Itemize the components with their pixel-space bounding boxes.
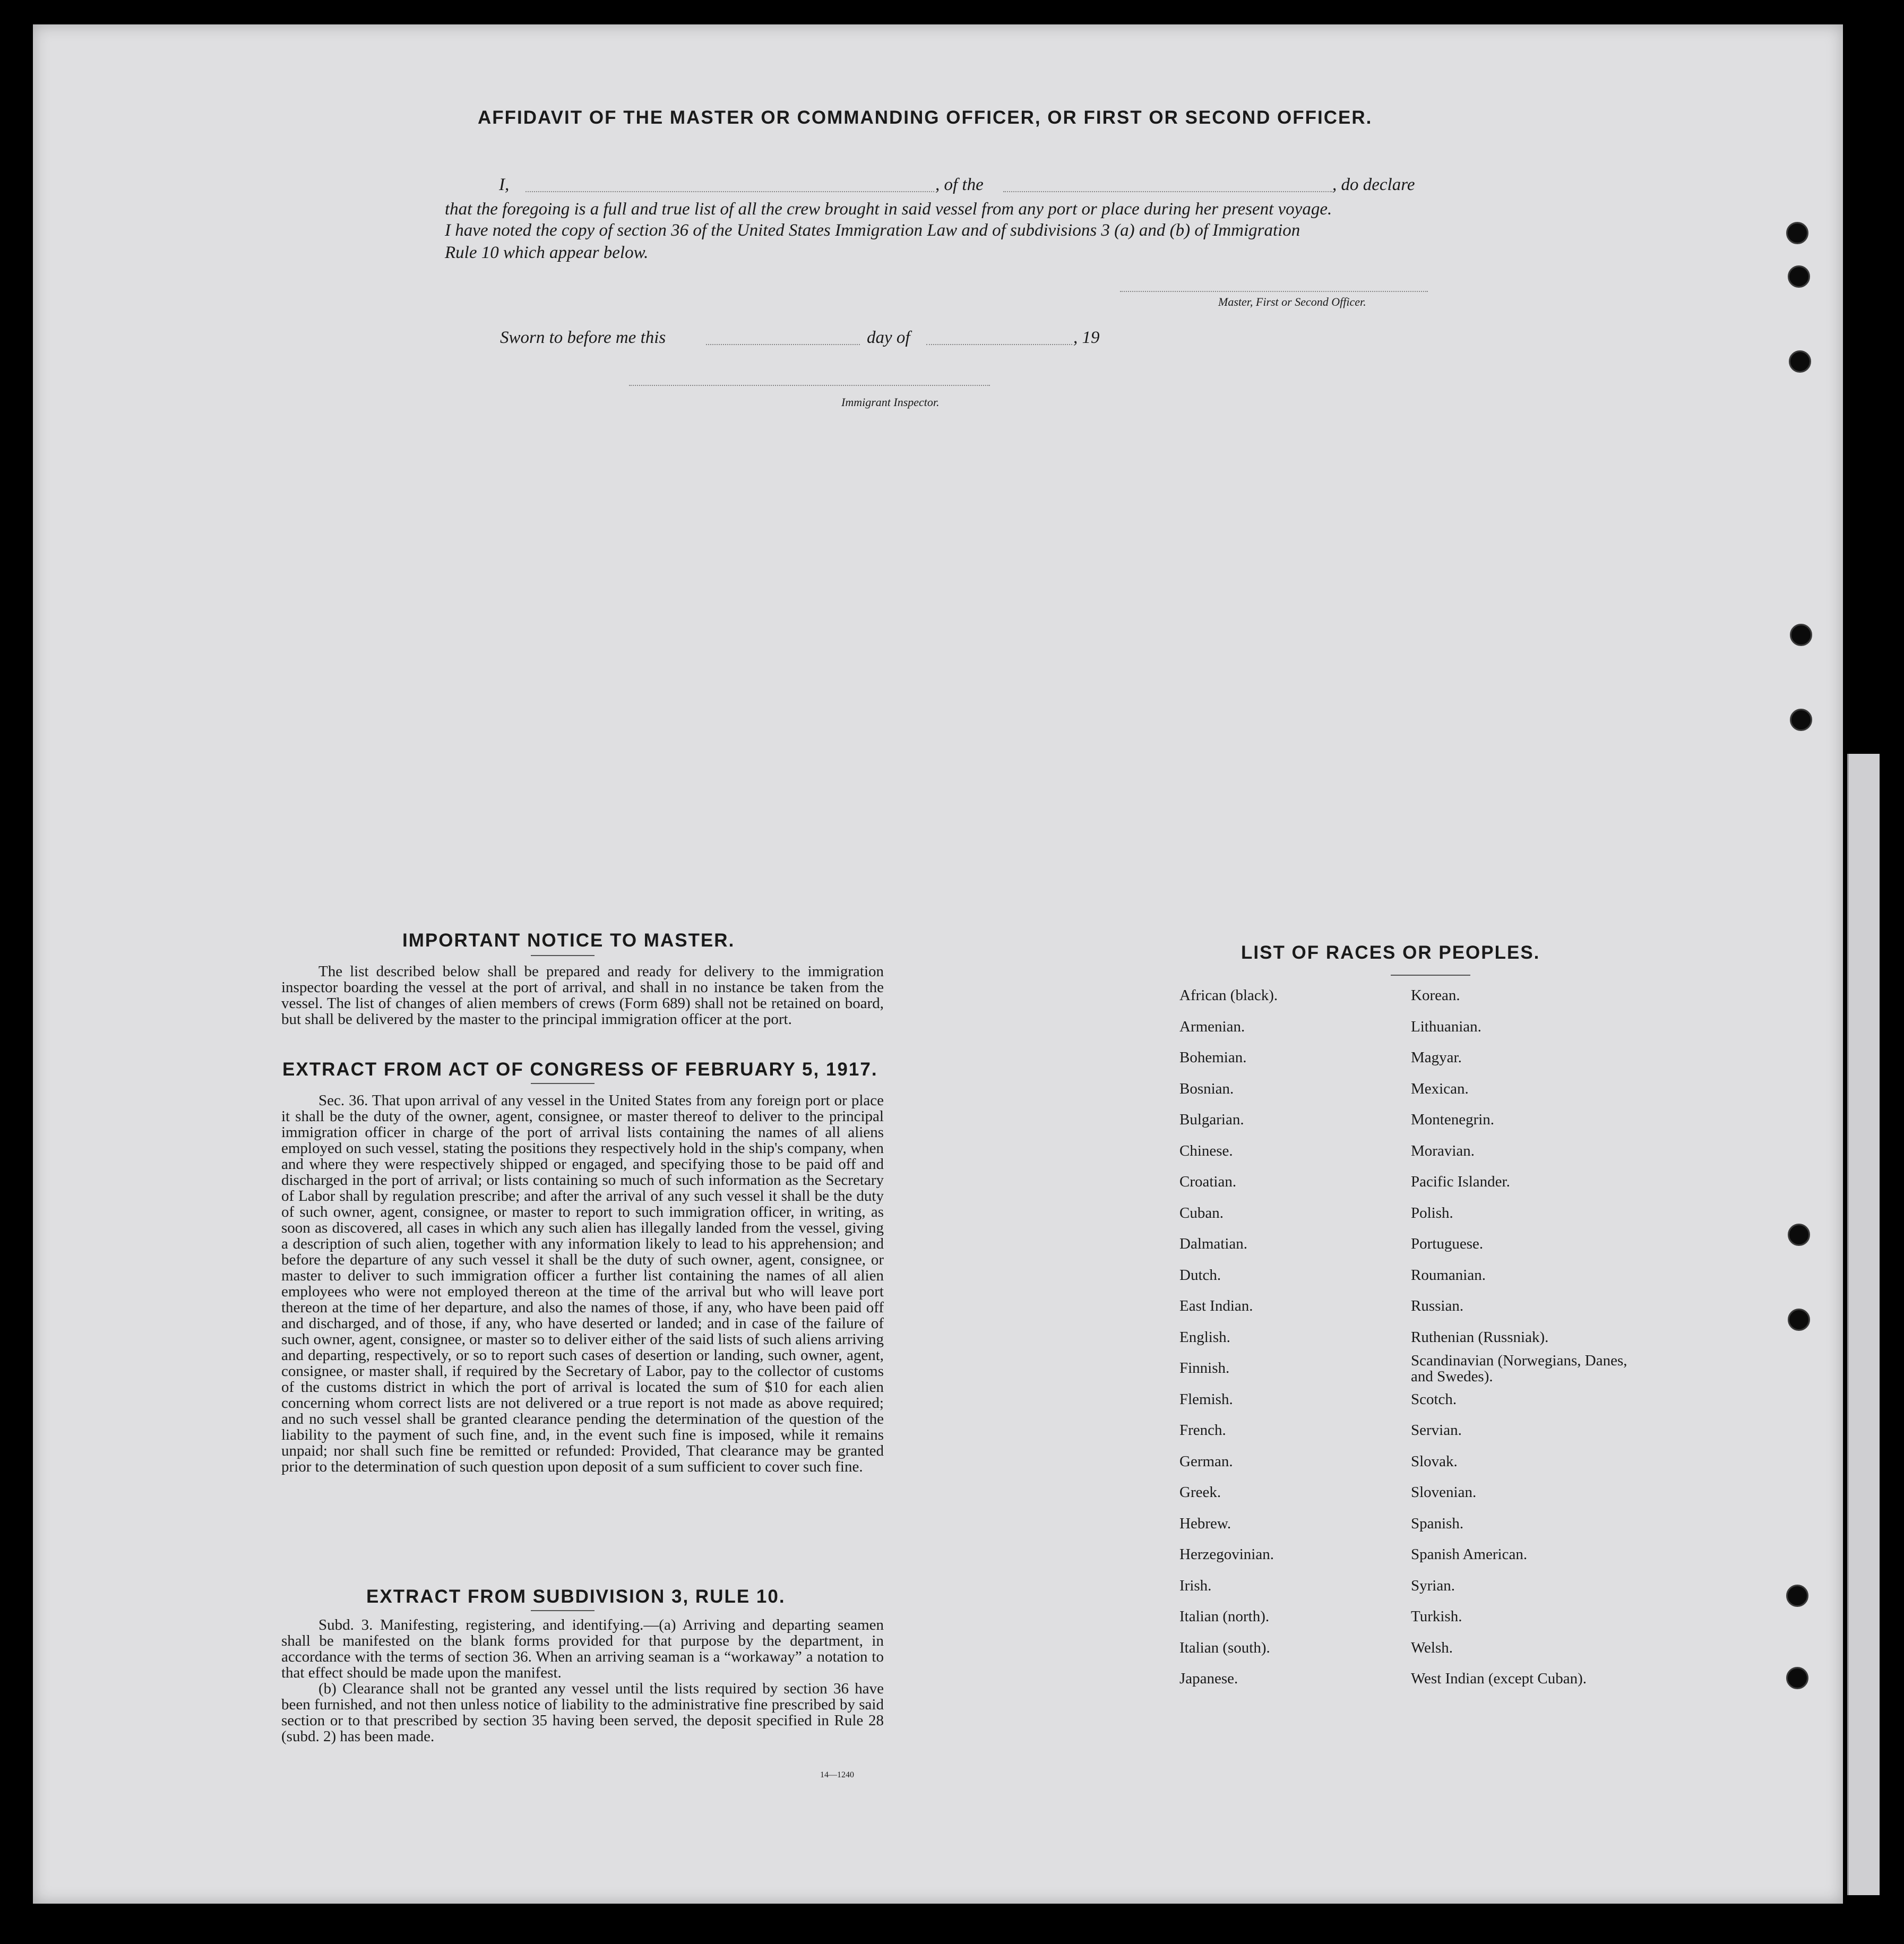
affidavit-i: I, <box>499 175 510 194</box>
name-blank <box>525 191 934 192</box>
master-signature-label: Master, First or Second Officer. <box>1218 295 1366 308</box>
race-item: Croatian. <box>1179 1173 1237 1190</box>
punch-hole <box>1788 1309 1810 1331</box>
race-item: Servian. <box>1411 1422 1462 1439</box>
affidavit-line2: that the foregoing is a full and true list of all the crew brought in said vessel from any port or place during her present voyage. <box>445 200 1332 219</box>
notice-title: IMPORTANT NOTICE TO MASTER. <box>402 930 735 951</box>
inspector-signature-line <box>629 385 990 386</box>
punch-hole <box>1790 624 1812 646</box>
races-title: LIST OF RACES OR PEOPLES. <box>1241 942 1540 963</box>
race-item: Montenegrin. <box>1411 1111 1495 1128</box>
race-item: Herzegovinian. <box>1179 1546 1274 1563</box>
race-item: Greek. <box>1179 1484 1221 1501</box>
race-item: Bulgarian. <box>1179 1111 1244 1128</box>
races-column-2 <box>1411 987 1634 1702</box>
rule-text <box>281 1617 884 1744</box>
race-item: Magyar. <box>1411 1049 1462 1066</box>
race-item: Chinese. <box>1179 1142 1233 1159</box>
inspector-signature-label: Immigrant Inspector. <box>841 395 940 409</box>
notice-paragraph: The list described below shall be prepared and ready for delivery to the immigration inspector boarding the vessel at the port of arrival, and shall in no instance be taken from the vessel. The list of changes of alien members of crews (Form 689) shall not be retained on board, but shall be delivered by the master to the principal immigration officer at the port. <box>281 963 884 1028</box>
race-item: Flemish. <box>1179 1390 1233 1408</box>
race-item: Scandinavian (Norwegians, Danes, and Swedes). <box>1411 1352 1627 1385</box>
race-item: German. <box>1179 1452 1233 1470</box>
day-of-text: day of <box>867 328 910 347</box>
race-item: Russian. <box>1411 1297 1464 1314</box>
race-item: East Indian. <box>1179 1297 1253 1314</box>
punch-hole <box>1786 1585 1808 1607</box>
race-item: Pacific Islander. <box>1411 1173 1510 1190</box>
act-rule <box>531 1083 595 1084</box>
race-item: Scotch. <box>1411 1390 1457 1408</box>
year-text: , 19 <box>1073 328 1100 347</box>
rule-title: EXTRACT FROM SUBDIVISION 3, RULE 10. <box>366 1586 786 1607</box>
race-item: Italian (south). <box>1179 1639 1270 1656</box>
vessel-blank <box>1003 191 1332 192</box>
race-item: Ruthenian (Russniak). <box>1411 1328 1549 1346</box>
affidavit-title: AFFIDAVIT OF THE MASTER OR COMMANDING OFFICER, OR FIRST OR SECOND OFFICER. <box>478 107 1373 128</box>
race-item: Cuban. <box>1179 1204 1224 1222</box>
race-item: Spanish American. <box>1411 1546 1528 1563</box>
race-item: Irish. <box>1179 1577 1212 1594</box>
races-column-1 <box>1179 987 1402 1702</box>
race-item: French. <box>1179 1422 1226 1439</box>
race-item: Bosnian. <box>1179 1080 1234 1097</box>
race-item: African (black). <box>1179 987 1278 1004</box>
race-item: Hebrew. <box>1179 1515 1231 1532</box>
race-item: English. <box>1179 1328 1230 1346</box>
race-item: Korean. <box>1411 987 1460 1004</box>
sworn-text: Sworn to before me this <box>500 328 666 347</box>
race-item: Bohemian. <box>1179 1049 1247 1066</box>
affidavit-line4: Rule 10 which appear below. <box>445 243 649 262</box>
race-item: Roumanian. <box>1411 1266 1486 1284</box>
race-item: Moravian. <box>1411 1142 1475 1159</box>
race-item: Dalmatian. <box>1179 1235 1248 1252</box>
month-blank <box>926 344 1072 345</box>
form-number: 14—1240 <box>820 1770 854 1779</box>
race-item: Spanish. <box>1411 1515 1464 1532</box>
race-item: Turkish. <box>1411 1608 1462 1625</box>
master-signature-line <box>1120 291 1428 292</box>
races-rule <box>1391 975 1470 976</box>
punch-hole <box>1789 350 1811 373</box>
race-item: Japanese. <box>1179 1670 1238 1687</box>
affidavit-line3: I have noted the copy of section 36 of the United States Immigration Law and of subdivisions 3 (a) and (b) of Immigration <box>445 221 1300 240</box>
act-paragraph: Sec. 36. That upon arrival of any vessel in the United States from any foreign port or place it shall be the duty of the owner, agent, consignee, or master thereof to deliver to the principal immigration officer in charge of the port of arrival lists containing the names of all aliens employed on such vessel, stating the positions they respectively hold in the ship's company, when and where they were respectively shipped or engaged, and specifying those to be paid off and discharged in the port of arrival; or lists containing so much of such information as the Secretary of Labor shall by regulation prescribe; and after the arrival of any such vessel it shall be the duty of such owner, agent, consignee, or master to report to such immigration officer, in writing, as soon as discovered, all cases in which any such alien has illegally landed from the vessel, giving a description of such alien, together with any information likely to lead to his apprehension; and before the departure of any such vessel it shall be the duty of such owner, agent, consignee, or master to deliver to such immigration officer a further list containing the names of all alien employees who were not employed thereon at the time of the arrival but who will leave port thereon at the time of her departure, and also the names of those, if any, who have been paid off and discharged, and of those, if any, who have deserted or landed; and in case of the failure of such owner, agent, consignee, or master so to deliver either of the said lists of such aliens arriving and departing, respectively, or so to report such cases of desertion or landing, such owner, agent, consignee, or master shall, if required by the Secretary of Labor, pay to the collector of customs of the customs district in which the port of arrival is located the sum of $10 for each alien concerning whom correct lists are not delivered or a true report is not made as above required; and no such vessel shall be granted clearance pending the determination of the question of the liability to the payment of such fine, and, in the event such fine is imposed, while it remains unpaid; nor shall such fine be remitted or refunded: Provided, That clearance may be granted prior to the determination of such question upon deposit of a sum sufficient to cover such fine. <box>281 1092 884 1475</box>
race-item: Mexican. <box>1411 1080 1469 1097</box>
rule-rule <box>531 1610 595 1611</box>
race-item: Lithuanian. <box>1411 1018 1481 1035</box>
race-item: Dutch. <box>1179 1266 1221 1284</box>
punch-hole <box>1790 709 1812 731</box>
sworn-day-blank <box>706 344 860 345</box>
race-item: West Indian (except Cuban). <box>1411 1670 1587 1687</box>
affidavit-of-the: , of the <box>935 175 984 194</box>
act-text <box>281 1093 884 1475</box>
race-item: Syrian. <box>1411 1577 1455 1594</box>
affidavit-declare: , do declare <box>1332 175 1415 194</box>
race-item: Finnish. <box>1179 1360 1230 1377</box>
race-item: Welsh. <box>1411 1639 1453 1656</box>
rule-paragraph-a: Subd. 3. Manifesting, registering, and identifying.—(a) Arriving and departing seamen shall be manifested on the blank forms provided for that purpose by the department, in accordance with the terms of section 36. When an arriving seaman is a “workaway” a notation to that effect should be made upon the manifest. <box>281 1616 884 1681</box>
punch-hole <box>1786 222 1808 244</box>
punch-hole <box>1788 1224 1810 1246</box>
notice-rule <box>531 955 595 956</box>
race-item: Slovenian. <box>1411 1484 1477 1501</box>
rule-paragraph-b: (b) Clearance shall not be granted any vessel until the lists required by section 36 have been furnished, and not then unless notice of liability to the administrative fine prescribed by said section or to that prescribed by section 35 having been served, the deposit specified in Rule 28 (subd. 2) has been made. <box>281 1680 884 1745</box>
race-item: Italian (north). <box>1179 1608 1270 1625</box>
act-title: EXTRACT FROM ACT OF CONGRESS OF FEBRUARY 5, 1917. <box>282 1059 878 1080</box>
race-item: Slovak. <box>1411 1452 1458 1470</box>
notice-text <box>281 964 884 1027</box>
page-edge-strip <box>1847 754 1880 1895</box>
race-item: Polish. <box>1411 1204 1453 1222</box>
race-item: Armenian. <box>1179 1018 1245 1035</box>
race-item: Portuguese. <box>1411 1235 1484 1252</box>
punch-hole <box>1788 265 1810 288</box>
punch-hole <box>1786 1667 1808 1689</box>
